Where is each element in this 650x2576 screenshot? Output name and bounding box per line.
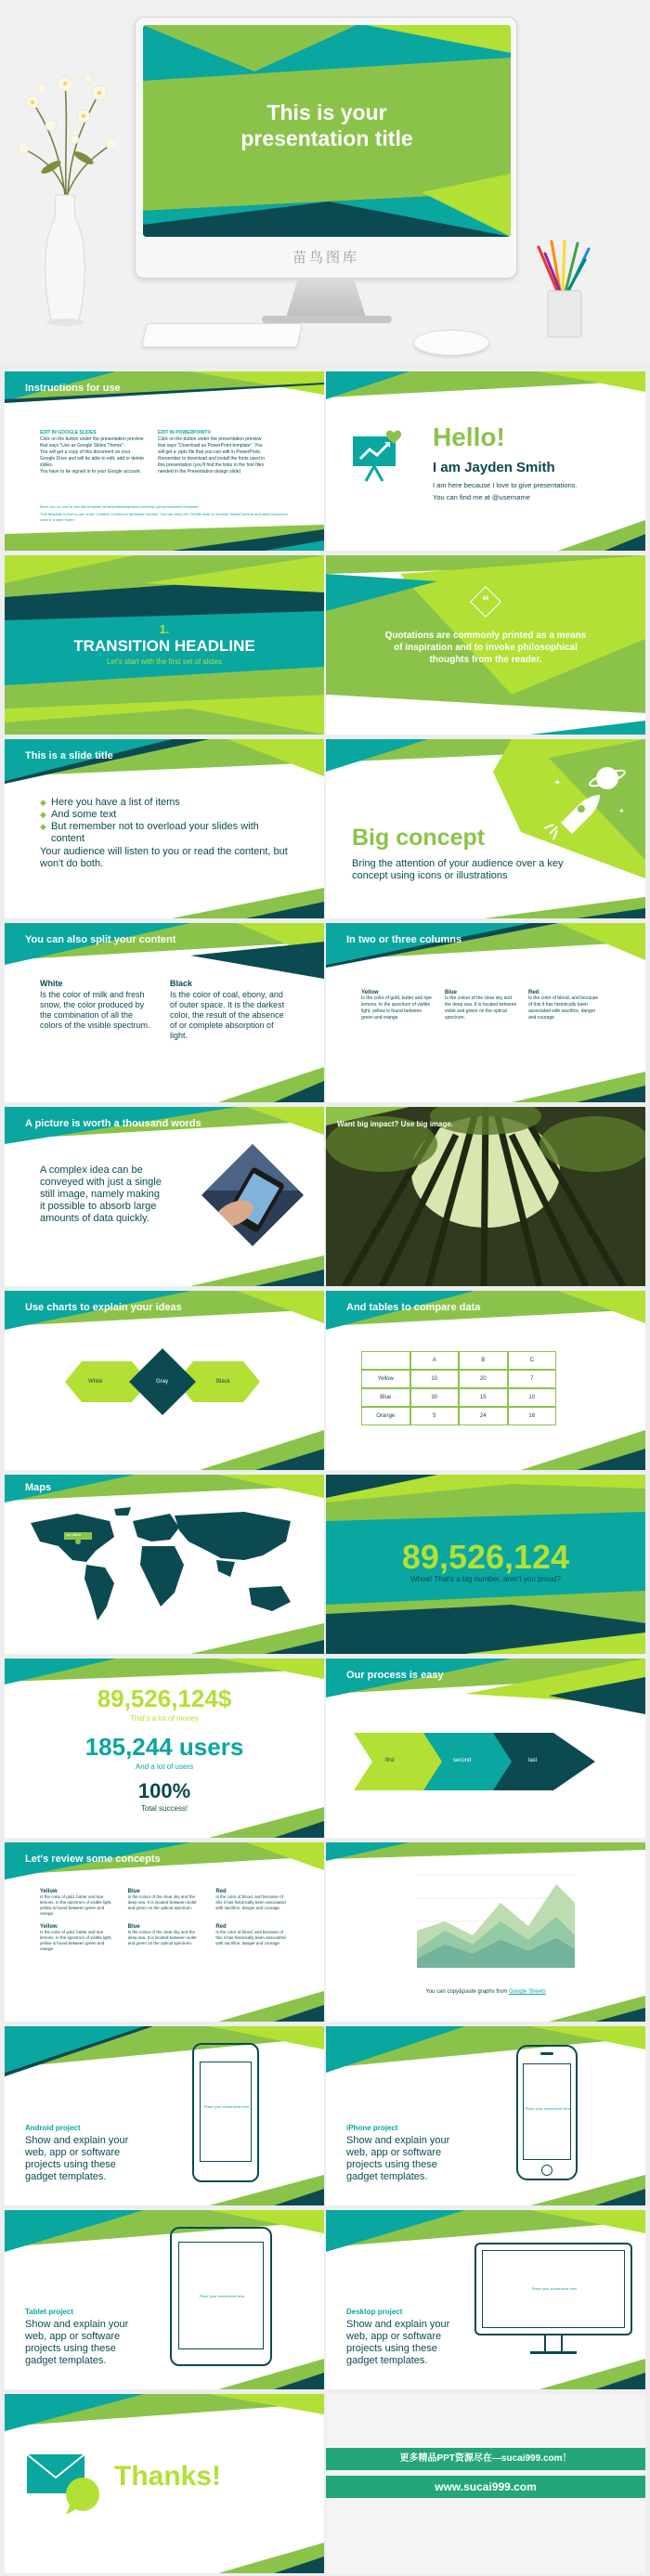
table-cell: 20 xyxy=(459,1370,508,1388)
concept-item xyxy=(40,1889,115,1917)
concept-heading: Red xyxy=(215,1889,227,1894)
stat-users: 185,244 users xyxy=(84,1733,244,1761)
column-blue xyxy=(445,990,517,1021)
iphone-frame xyxy=(516,2045,578,2180)
concept-heading: Blue xyxy=(127,1889,140,1894)
table-header-cell: B xyxy=(459,1351,508,1370)
picture-text: A complex idea can be conveyed with just a single still image, namely making it possible to absorb large amounts of data quickly. xyxy=(40,1164,162,1224)
big-concept-heading: Big concept xyxy=(352,825,486,851)
concept-heading: Yellow xyxy=(40,1924,58,1930)
slide-android-project xyxy=(5,2026,324,2205)
section-number: 1. xyxy=(159,622,170,636)
slide-review-concepts xyxy=(5,1842,324,2022)
home-button xyxy=(541,2165,552,2176)
pencil-cup-icon xyxy=(531,240,596,342)
intro-line: I am here because I love to give presentations. xyxy=(433,481,578,489)
col1-text: Click on the button under the presentation preview that says "Use as Google Slides Theme". You will get a copy of this document on your Google Drive and will be able to edit, add or delete slides. You have to be signed in to your Google account. xyxy=(40,436,145,475)
table-header-cell xyxy=(361,1351,410,1370)
footer-license: This template is free to use under Creative Commons Attribution license. You can keep the Credits slide or mention SlidesCarnival and other resources used in a slide footer. xyxy=(40,512,288,522)
concept-text: Is the color of gold, butter and ripe lemons. In the spectrum of visible light, yellow is found between green and orange. xyxy=(40,1894,112,1916)
slide-quote xyxy=(326,555,645,735)
speaker-slot xyxy=(540,2052,553,2055)
table-cell: 15 xyxy=(459,1388,508,1407)
slide-stats xyxy=(5,1659,324,1838)
slide-paragraph: Your audience will listen to you or read the content, but won't do both. xyxy=(40,846,288,869)
slide-title: Our process is easy xyxy=(346,1670,444,1681)
presenter-name: I am Jayden Smith xyxy=(433,460,555,475)
placeholder-text: Place your screenshot here xyxy=(525,2106,571,2111)
monitor-base xyxy=(262,316,392,323)
google-sheets-link[interactable]: Google Sheets xyxy=(509,1989,546,1995)
slide-graph xyxy=(326,1842,645,2022)
concept-text: Is the color of blood, and because of this it has historically been associated with sacrifice, danger and courage. xyxy=(215,1930,286,1945)
stat-money-label: That's a lot of money xyxy=(129,1714,199,1723)
column-text: Is the colour of the clear sky and the deep sea. It is located between violet and green on the optical spectrum. xyxy=(445,995,517,1021)
quote-text: Quotations are commonly printed as a means of inspiration and to invoke philosophical thoughts from the reader. xyxy=(384,631,587,665)
project-text: Show and explain your web, app or software projects using these gadget templates. xyxy=(25,2135,129,2182)
screenshot-placeholder xyxy=(200,2062,252,2162)
screenshot-placeholder xyxy=(178,2242,264,2349)
process-step: second xyxy=(453,1758,472,1763)
transition-headline: TRANSITION HEADLINE xyxy=(73,637,255,655)
slide-title: This is a slide title xyxy=(25,750,113,761)
slide-title: Maps xyxy=(25,1482,52,1493)
monitor xyxy=(135,17,517,279)
tablet-frame xyxy=(170,2227,272,2366)
slide-three-columns xyxy=(326,923,645,1102)
slide-bullets xyxy=(5,739,324,918)
monitor-stand xyxy=(286,279,366,318)
slide-title: A picture is worth a thousand words xyxy=(25,1118,202,1129)
hero-title-line2: presentation title xyxy=(240,126,413,150)
bamboo-forest-image xyxy=(326,1107,645,1286)
hero-mockup xyxy=(0,0,650,362)
column-heading: Black xyxy=(170,979,193,988)
screenshot-placeholder xyxy=(482,2250,625,2328)
slide-title: You can also split your content xyxy=(25,934,176,945)
slide-title: Use charts to explain your ideas xyxy=(25,1302,182,1313)
concept-item xyxy=(128,1924,203,1952)
project-text: Show and explain your web, app or software projects using these gadget templates. xyxy=(346,2135,450,2182)
slide-title: Instructions for use xyxy=(25,383,121,394)
slide-iphone-project xyxy=(326,2026,645,2205)
slide-thanks xyxy=(5,2394,324,2573)
column-yellow xyxy=(361,990,434,1021)
hello-heading: Hello! xyxy=(433,423,505,451)
slide-big-number xyxy=(326,1475,645,1654)
slide-picture xyxy=(5,1107,324,1286)
stat-success-label: Total success! xyxy=(140,1804,188,1813)
slide-title: Let's review some concepts xyxy=(25,1854,161,1865)
bullet-item: ◆ Here you have a list of items xyxy=(40,797,291,809)
bullet-item: ◆ But remember not to overload your slides with content xyxy=(40,821,291,845)
concept-text: Is the colour of the clear sky and the deep sea. It is located between violet and green on the optical spectrum. xyxy=(127,1930,197,1945)
column-text: Is the color of coal, ebony, and of outer space. It is the darkest color, the result of the absence of or complete absorption of light. xyxy=(170,990,285,1040)
slide-split-content xyxy=(5,923,324,1102)
screenshot-placeholder xyxy=(523,2063,571,2160)
presentation-board-icon xyxy=(349,429,405,485)
slide-process xyxy=(326,1659,645,1838)
concept-heading: Yellow xyxy=(40,1889,58,1894)
flower-vase-icon xyxy=(14,56,116,334)
map-pin-label: our office xyxy=(66,1532,82,1537)
promo-banner-2[interactable]: www.sucai999.com xyxy=(326,2476,645,2498)
venn-label-black: Black xyxy=(216,1379,230,1385)
big-number: 89,526,124 xyxy=(401,1538,570,1576)
placeholder-text: Place your screenshot here xyxy=(199,2294,245,2298)
concept-text: Is the colour of the clear sky and the deep sea. It is located between violet and green on the optical spectrum. xyxy=(127,1894,197,1910)
monitor-foot xyxy=(530,2351,577,2354)
concept-grid xyxy=(40,1889,291,1952)
area-chart xyxy=(408,1866,584,1977)
project-heading: Android project xyxy=(25,2124,81,2132)
table-cell: 10 xyxy=(508,1388,557,1407)
project-text: Show and explain your web, app or software projects using these gadget templates. xyxy=(346,2319,450,2366)
column-heading: White xyxy=(40,979,63,988)
stat-users-label: And a lot of users xyxy=(135,1763,194,1771)
bullet-list xyxy=(40,797,291,845)
hero-title-line1: This is your xyxy=(266,100,387,124)
transition-subtitle: Let's start with the first set of slides xyxy=(107,657,222,666)
concept-text: Is the color of gold, butter and ripe lemons. In the spectrum of visible light, yellow is found between green and orange. xyxy=(40,1930,112,1951)
monitor-neck xyxy=(544,2335,563,2352)
process-step: first xyxy=(385,1758,395,1763)
desktop-monitor-frame xyxy=(474,2243,632,2335)
table-cell: Orange xyxy=(361,1407,410,1425)
column-heading: Red xyxy=(528,990,540,995)
slide-big-image xyxy=(326,1107,645,1286)
slide-transition xyxy=(5,555,324,735)
graph-caption-text: You can copy&paste graphs from xyxy=(425,1989,510,1995)
project-heading: Desktop project xyxy=(346,2308,403,2316)
table-cell: 10 xyxy=(410,1370,460,1388)
col1-heading: EDIT IN GOOGLE SLIDES xyxy=(40,430,97,436)
slide-instructions xyxy=(5,371,324,551)
watermark: 苗鸟图库 xyxy=(292,248,359,266)
table-header-cell: A xyxy=(410,1351,460,1370)
slide-big-concept xyxy=(326,739,645,918)
slide-tablet-project xyxy=(5,2210,324,2389)
rocket-planet-icon xyxy=(535,758,628,841)
mouse xyxy=(413,330,489,356)
table-cell: 30 xyxy=(410,1388,460,1407)
concept-heading: Blue xyxy=(127,1924,140,1930)
column-text: Is the color of milk and fresh snow, the color produced by the combination of all the colors of the visible spectrum. xyxy=(40,990,150,1030)
table-header-cell: C xyxy=(508,1351,557,1370)
monitor-screen xyxy=(143,25,511,237)
table-cell: Blue xyxy=(361,1388,410,1407)
venn-label-gray: Gray xyxy=(156,1379,169,1385)
concept-item xyxy=(40,1924,115,1952)
project-text: Show and explain your web, app or software projects using these gadget templates. xyxy=(25,2319,129,2366)
promo-banner-1: 更多精品PPT资源尽在—sucai999.com！ xyxy=(326,2448,645,2470)
compare-table xyxy=(361,1351,556,1425)
slide-desktop-project xyxy=(326,2210,645,2389)
concept-heading: Red xyxy=(215,1924,227,1930)
col2-heading: EDIT IN POWERPOINT® xyxy=(158,430,212,436)
thanks-heading: Thanks! xyxy=(114,2461,222,2491)
concept-item xyxy=(128,1889,203,1917)
table-cell: 5 xyxy=(410,1407,460,1425)
world-map xyxy=(21,1504,309,1639)
slide-hello xyxy=(326,371,645,551)
table-cell: 24 xyxy=(459,1407,508,1425)
slide-charts xyxy=(5,1291,324,1470)
bullet-item: ◆ And some text xyxy=(40,809,291,821)
quote-icon: ❝ xyxy=(482,592,489,607)
project-heading: Tablet project xyxy=(25,2308,73,2316)
concept-text: Bring the attention of your audience over a key concept using icons or illustrations xyxy=(352,858,564,881)
project-heading: iPhone project xyxy=(346,2124,398,2132)
table-cell: 16 xyxy=(508,1407,557,1425)
concept-item xyxy=(215,1889,291,1917)
slide-title: In two or three columns xyxy=(346,934,462,945)
graph-caption xyxy=(326,1989,645,1995)
big-image-label: Want big impact? Use big image. xyxy=(337,1120,454,1128)
contact-line: You can find me at @username xyxy=(433,493,530,501)
column-heading: Blue xyxy=(445,990,458,995)
column-heading: Yellow xyxy=(361,990,379,995)
stat-success: 100% xyxy=(137,1779,191,1802)
placeholder-text: Place your screenshot here xyxy=(203,2104,250,2109)
stat-money: 89,526,124$ xyxy=(97,1685,232,1712)
keyboard xyxy=(141,323,303,347)
placeholder-text: Place your screenshot here xyxy=(531,2286,578,2291)
column-red xyxy=(528,990,601,1021)
slide-maps xyxy=(5,1475,324,1654)
process-step: last xyxy=(528,1758,538,1763)
column-text: Is the color of gold, butter and ripe lemons. In the spectrum of visible light, yellow is found between green and orange. xyxy=(361,995,432,1021)
svg-text:✦: ✦ xyxy=(553,778,562,788)
footer-link[interactable]: More info on how to use this template at www.slidescarnival.com/help-use-presentation-template xyxy=(40,504,199,509)
slide-title: And tables to compare data xyxy=(346,1302,481,1313)
col2-text: Click on the button under the presentation preview that says "Download as PowerPoint template". You will get a .pptx file that you can edit in PowerPoint. Remember to download and install the fonts used in this presentation (you'll find the links to the font files needed in the Presentation design slide) xyxy=(158,436,266,475)
concept-text: Is the color of blood, and because of this it has historically been associated with sacrifice, danger and courage. xyxy=(215,1894,286,1910)
mail-chat-icon xyxy=(25,2450,99,2515)
venn-label-white: White xyxy=(88,1379,103,1385)
hero-title xyxy=(143,99,511,151)
slide-tables xyxy=(326,1291,645,1470)
big-number-caption: Whoa! That's a big number, aren't you proud? xyxy=(410,1575,561,1583)
android-phone-frame xyxy=(192,2043,259,2182)
table-cell: Yellow xyxy=(361,1370,410,1388)
table-cell: 7 xyxy=(508,1370,557,1388)
svg-text:✦: ✦ xyxy=(618,807,625,815)
slide-promo xyxy=(326,2394,645,2573)
phone-photo-image xyxy=(202,1144,304,1246)
column-text: Is the color of blood, and because of this it has historically been associated with sacrifice, danger and courage. xyxy=(528,995,599,1021)
concept-item xyxy=(215,1924,291,1952)
